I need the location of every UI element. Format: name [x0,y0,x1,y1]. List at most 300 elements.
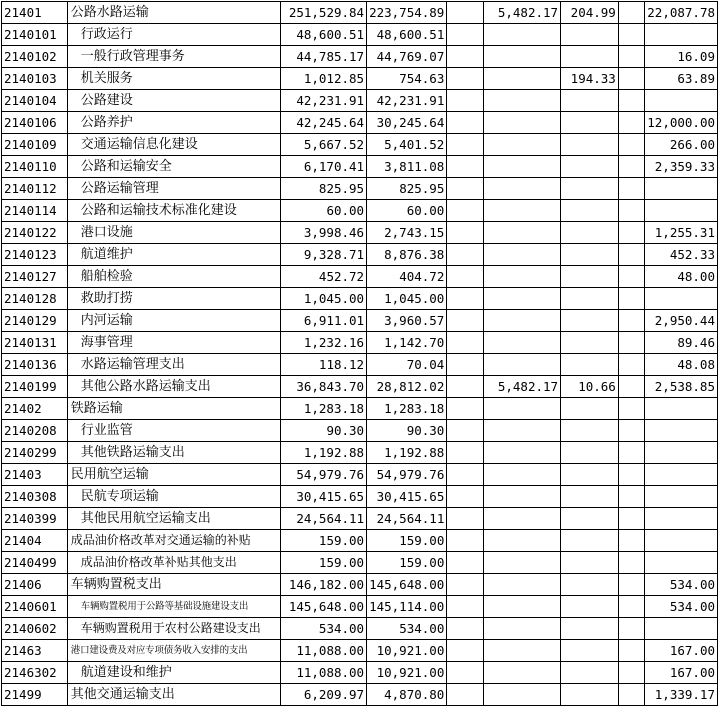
table-row [2,640,718,662]
budget-table [1,1,718,706]
value-cell-col2: 90.30 [367,420,447,442]
row-code: 2140104 [2,90,68,112]
value-cell-col2: 2,743.15 [367,222,447,244]
value-cell-col4 [484,310,561,332]
value-cell-col5 [561,310,619,332]
value-cell-col3 [447,596,484,618]
row-code: 21499 [2,684,68,706]
row-name: 机关服务 [67,68,280,90]
value-cell-col1: 534.00 [281,618,367,640]
value-cell-col6 [618,684,644,706]
value-cell-col6 [618,178,644,200]
row-code: 2140131 [2,332,68,354]
value-cell-col1: 159.00 [281,530,367,552]
value-cell-col1: 6,209.97 [281,684,367,706]
row-code: 21402 [2,398,68,420]
value-cell-col7: 48.08 [645,354,718,376]
value-cell-col7 [645,398,718,420]
value-cell-col3 [447,618,484,640]
value-cell-col6 [618,398,644,420]
value-cell-col5 [561,178,619,200]
value-cell-col4 [484,684,561,706]
row-code: 2140128 [2,288,68,310]
value-cell-col2: 1,283.18 [367,398,447,420]
value-cell-col4 [484,332,561,354]
value-cell-col3 [447,552,484,574]
value-cell-col2: 10,921.00 [367,640,447,662]
value-cell-col4 [484,464,561,486]
value-cell-col5 [561,200,619,222]
value-cell-col4 [484,112,561,134]
row-code: 21401 [2,2,68,24]
value-cell-col3 [447,508,484,530]
value-cell-col5 [561,112,619,134]
value-cell-col1: 3,998.46 [281,222,367,244]
row-code: 2140399 [2,508,68,530]
value-cell-col2: 825.95 [367,178,447,200]
value-cell-col4 [484,134,561,156]
value-cell-col3 [447,90,484,112]
value-cell-col1: 42,231.91 [281,90,367,112]
value-cell-col3 [447,222,484,244]
value-cell-col2: 10,921.00 [367,662,447,684]
value-cell-col6 [618,354,644,376]
value-cell-col2: 60.00 [367,200,447,222]
row-name: 港口设施 [67,222,280,244]
value-cell-col5 [561,90,619,112]
value-cell-col7 [645,178,718,200]
row-code: 2140122 [2,222,68,244]
value-cell-col6 [618,552,644,574]
value-cell-col5 [561,596,619,618]
value-cell-col4: 5,482.17 [484,2,561,24]
row-code: 21406 [2,574,68,596]
value-cell-col3 [447,46,484,68]
value-cell-col3 [447,310,484,332]
value-cell-col7: 1,339.17 [645,684,718,706]
row-name: 海事管理 [67,332,280,354]
row-name: 水路运输管理支出 [67,354,280,376]
row-code: 2140101 [2,24,68,46]
value-cell-col4 [484,68,561,90]
table-row [2,266,718,288]
value-cell-col3 [447,24,484,46]
value-cell-col4 [484,420,561,442]
value-cell-col3 [447,244,484,266]
value-cell-col6 [618,222,644,244]
value-cell-col2: 42,231.91 [367,90,447,112]
value-cell-col5 [561,266,619,288]
value-cell-col1: 44,785.17 [281,46,367,68]
table-row [2,244,718,266]
table-row [2,574,718,596]
table-row [2,376,718,398]
value-cell-col5 [561,508,619,530]
value-cell-col6 [618,24,644,46]
value-cell-col1: 159.00 [281,552,367,574]
value-cell-col1: 145,648.00 [281,596,367,618]
value-cell-col1: 146,182.00 [281,574,367,596]
row-code: 21403 [2,464,68,486]
row-name: 其他公路水路运输支出 [67,376,280,398]
value-cell-col6 [618,310,644,332]
table-row [2,222,718,244]
table-row [2,662,718,684]
value-cell-col6 [618,200,644,222]
value-cell-col4 [484,552,561,574]
row-code: 2140109 [2,134,68,156]
value-cell-col3 [447,662,484,684]
value-cell-col4 [484,288,561,310]
value-cell-col3 [447,68,484,90]
table-row [2,310,718,332]
value-cell-col3 [447,178,484,200]
value-cell-col1: 30,415.65 [281,486,367,508]
value-cell-col5 [561,244,619,266]
value-cell-col3 [447,156,484,178]
row-name: 铁路运输 [67,398,280,420]
value-cell-col6 [618,596,644,618]
value-cell-col7 [645,288,718,310]
row-code: 2140102 [2,46,68,68]
value-cell-col4 [484,244,561,266]
value-cell-col5: 10.66 [561,376,619,398]
value-cell-col3 [447,112,484,134]
value-cell-col5 [561,640,619,662]
value-cell-col6 [618,244,644,266]
value-cell-col1: 54,979.76 [281,464,367,486]
value-cell-col3 [447,398,484,420]
value-cell-col1: 251,529.84 [281,2,367,24]
row-code: 2140136 [2,354,68,376]
row-code: 2140112 [2,178,68,200]
table-row [2,508,718,530]
value-cell-col1: 825.95 [281,178,367,200]
value-cell-col5 [561,24,619,46]
row-name: 民航专项运输 [67,486,280,508]
value-cell-col6 [618,112,644,134]
value-cell-col6 [618,266,644,288]
table-row [2,200,718,222]
row-code: 2140110 [2,156,68,178]
value-cell-col7: 16.09 [645,46,718,68]
value-cell-col2: 70.04 [367,354,447,376]
table-row [2,68,718,90]
value-cell-col6 [618,662,644,684]
value-cell-col2: 5,401.52 [367,134,447,156]
value-cell-col7: 2,359.33 [645,156,718,178]
value-cell-col7 [645,442,718,464]
value-cell-col3 [447,420,484,442]
value-cell-col7 [645,618,718,640]
value-cell-col4 [484,398,561,420]
value-cell-col2: 54,979.76 [367,464,447,486]
value-cell-col1: 1,045.00 [281,288,367,310]
value-cell-col2: 24,564.11 [367,508,447,530]
value-cell-col7 [645,24,718,46]
value-cell-col6 [618,46,644,68]
value-cell-col6 [618,376,644,398]
value-cell-col7: 452.33 [645,244,718,266]
value-cell-col7 [645,200,718,222]
value-cell-col5 [561,398,619,420]
table-row [2,442,718,464]
row-name: 航道维护 [67,244,280,266]
value-cell-col1: 90.30 [281,420,367,442]
table-row [2,596,718,618]
table-row [2,530,718,552]
value-cell-col1: 36,843.70 [281,376,367,398]
row-code: 2140199 [2,376,68,398]
table-row [2,112,718,134]
value-cell-col6 [618,530,644,552]
value-cell-col5 [561,222,619,244]
value-cell-col2: 1,045.00 [367,288,447,310]
value-cell-col6 [618,134,644,156]
row-name: 成品油价格改革补贴其他支出 [67,552,280,574]
value-cell-col1: 452.72 [281,266,367,288]
table-row [2,354,718,376]
value-cell-col7: 1,255.31 [645,222,718,244]
value-cell-col5 [561,574,619,596]
value-cell-col2: 1,192.88 [367,442,447,464]
table-row [2,486,718,508]
value-cell-col3 [447,486,484,508]
value-cell-col3 [447,288,484,310]
value-cell-col2: 145,648.00 [367,574,447,596]
row-name: 航道建设和维护 [67,662,280,684]
value-cell-col4 [484,662,561,684]
value-cell-col5 [561,486,619,508]
value-cell-col5 [561,684,619,706]
value-cell-col1: 1,192.88 [281,442,367,464]
value-cell-col7: 2,538.85 [645,376,718,398]
value-cell-col1: 1,012.85 [281,68,367,90]
value-cell-col6 [618,508,644,530]
value-cell-col4 [484,486,561,508]
table-row [2,46,718,68]
value-cell-col6 [618,640,644,662]
value-cell-col1: 6,170.41 [281,156,367,178]
value-cell-col2: 3,960.57 [367,310,447,332]
value-cell-col4 [484,574,561,596]
value-cell-col3 [447,684,484,706]
value-cell-col6 [618,90,644,112]
row-name: 车辆购置税用于公路等基础设施建设支出 [67,596,280,618]
value-cell-col6 [618,464,644,486]
value-cell-col4 [484,156,561,178]
row-code: 2140208 [2,420,68,442]
row-name: 成品油价格改革对交通运输的补贴 [67,530,280,552]
value-cell-col7 [645,552,718,574]
value-cell-col6 [618,332,644,354]
row-name: 其他铁路运输支出 [67,442,280,464]
value-cell-col5 [561,46,619,68]
value-cell-col6 [618,2,644,24]
value-cell-col1: 60.00 [281,200,367,222]
value-cell-col2: 754.63 [367,68,447,90]
value-cell-col5 [561,530,619,552]
table-row [2,2,718,24]
value-cell-col3 [447,200,484,222]
value-cell-col4 [484,508,561,530]
table-row [2,618,718,640]
value-cell-col3 [447,464,484,486]
value-cell-col3 [447,2,484,24]
table-row [2,684,718,706]
value-cell-col4 [484,24,561,46]
value-cell-col4 [484,442,561,464]
value-cell-col2: 3,811.08 [367,156,447,178]
row-name: 港口建设费及对应专项债务收入安排的支出 [67,640,280,662]
row-name: 公路建设 [67,90,280,112]
value-cell-col4 [484,90,561,112]
value-cell-col5 [561,464,619,486]
value-cell-col4 [484,178,561,200]
row-name: 公路养护 [67,112,280,134]
row-code: 2140602 [2,618,68,640]
row-code: 2140127 [2,266,68,288]
value-cell-col2: 223,754.89 [367,2,447,24]
row-code: 2146302 [2,662,68,684]
value-cell-col1: 9,328.71 [281,244,367,266]
row-name: 车辆购置税用于农村公路建设支出 [67,618,280,640]
value-cell-col7 [645,90,718,112]
value-cell-col5 [561,552,619,574]
value-cell-col5 [561,354,619,376]
value-cell-col1: 48,600.51 [281,24,367,46]
value-cell-col3 [447,266,484,288]
value-cell-col6 [618,156,644,178]
value-cell-col1: 11,088.00 [281,640,367,662]
table-row [2,552,718,574]
table-row [2,398,718,420]
value-cell-col6 [618,574,644,596]
value-cell-col3 [447,332,484,354]
row-name: 其他民用航空运输支出 [67,508,280,530]
table-row [2,156,718,178]
value-cell-col7: 22,087.78 [645,2,718,24]
row-code: 2140299 [2,442,68,464]
value-cell-col2: 28,812.02 [367,376,447,398]
value-cell-col4 [484,222,561,244]
row-name: 其他交通运输支出 [67,684,280,706]
row-name: 公路水路运输 [67,2,280,24]
value-cell-col7 [645,508,718,530]
row-code: 2140103 [2,68,68,90]
value-cell-col7: 534.00 [645,596,718,618]
value-cell-col6 [618,420,644,442]
row-name: 民用航空运输 [67,464,280,486]
value-cell-col7: 167.00 [645,662,718,684]
value-cell-col6 [618,486,644,508]
value-cell-col3 [447,530,484,552]
value-cell-col5 [561,618,619,640]
row-code: 21404 [2,530,68,552]
value-cell-col7 [645,464,718,486]
value-cell-col2: 145,114.00 [367,596,447,618]
value-cell-col2: 404.72 [367,266,447,288]
row-code: 2140499 [2,552,68,574]
value-cell-col1: 5,667.52 [281,134,367,156]
value-cell-col5 [561,156,619,178]
value-cell-col7: 2,950.44 [645,310,718,332]
row-name: 船舶检验 [67,266,280,288]
value-cell-col1: 118.12 [281,354,367,376]
value-cell-col3 [447,442,484,464]
value-cell-col4 [484,266,561,288]
value-cell-col5: 204.99 [561,2,619,24]
value-cell-col4 [484,530,561,552]
value-cell-col3 [447,354,484,376]
value-cell-col7 [645,486,718,508]
row-code: 2140129 [2,310,68,332]
value-cell-col7: 534.00 [645,574,718,596]
value-cell-col7: 266.00 [645,134,718,156]
value-cell-col6 [618,618,644,640]
value-cell-col5 [561,420,619,442]
row-name: 公路运输管理 [67,178,280,200]
value-cell-col7 [645,530,718,552]
table-row [2,134,718,156]
value-cell-col4: 5,482.17 [484,376,561,398]
value-cell-col4 [484,618,561,640]
value-cell-col1: 24,564.11 [281,508,367,530]
value-cell-col7: 63.89 [645,68,718,90]
row-name: 行政运行 [67,24,280,46]
value-cell-col3 [447,376,484,398]
value-cell-col2: 8,876.38 [367,244,447,266]
value-cell-col1: 6,911.01 [281,310,367,332]
value-cell-col2: 48,600.51 [367,24,447,46]
table-row [2,178,718,200]
value-cell-col4 [484,200,561,222]
row-code: 2140106 [2,112,68,134]
value-cell-col2: 534.00 [367,618,447,640]
value-cell-col5 [561,288,619,310]
value-cell-col3 [447,574,484,596]
row-name: 行业监管 [67,420,280,442]
value-cell-col4 [484,46,561,68]
table-row [2,90,718,112]
value-cell-col5 [561,442,619,464]
row-name: 公路和运输技术标准化建设 [67,200,280,222]
row-name: 救助打捞 [67,288,280,310]
table-row [2,288,718,310]
value-cell-col7: 12,000.00 [645,112,718,134]
value-cell-col1: 11,088.00 [281,662,367,684]
value-cell-col2: 44,769.07 [367,46,447,68]
value-cell-col1: 1,283.18 [281,398,367,420]
value-cell-col7: 48.00 [645,266,718,288]
row-name: 一般行政管理事务 [67,46,280,68]
value-cell-col1: 42,245.64 [281,112,367,134]
value-cell-col7 [645,420,718,442]
row-name: 交通运输信息化建设 [67,134,280,156]
value-cell-col3 [447,134,484,156]
value-cell-col5 [561,662,619,684]
value-cell-col3 [447,640,484,662]
value-cell-col2: 1,142.70 [367,332,447,354]
value-cell-col2: 4,870.80 [367,684,447,706]
table-row [2,420,718,442]
value-cell-col5 [561,332,619,354]
value-cell-col6 [618,288,644,310]
row-code: 21463 [2,640,68,662]
row-code: 2140123 [2,244,68,266]
value-cell-col6 [618,68,644,90]
value-cell-col2: 30,415.65 [367,486,447,508]
